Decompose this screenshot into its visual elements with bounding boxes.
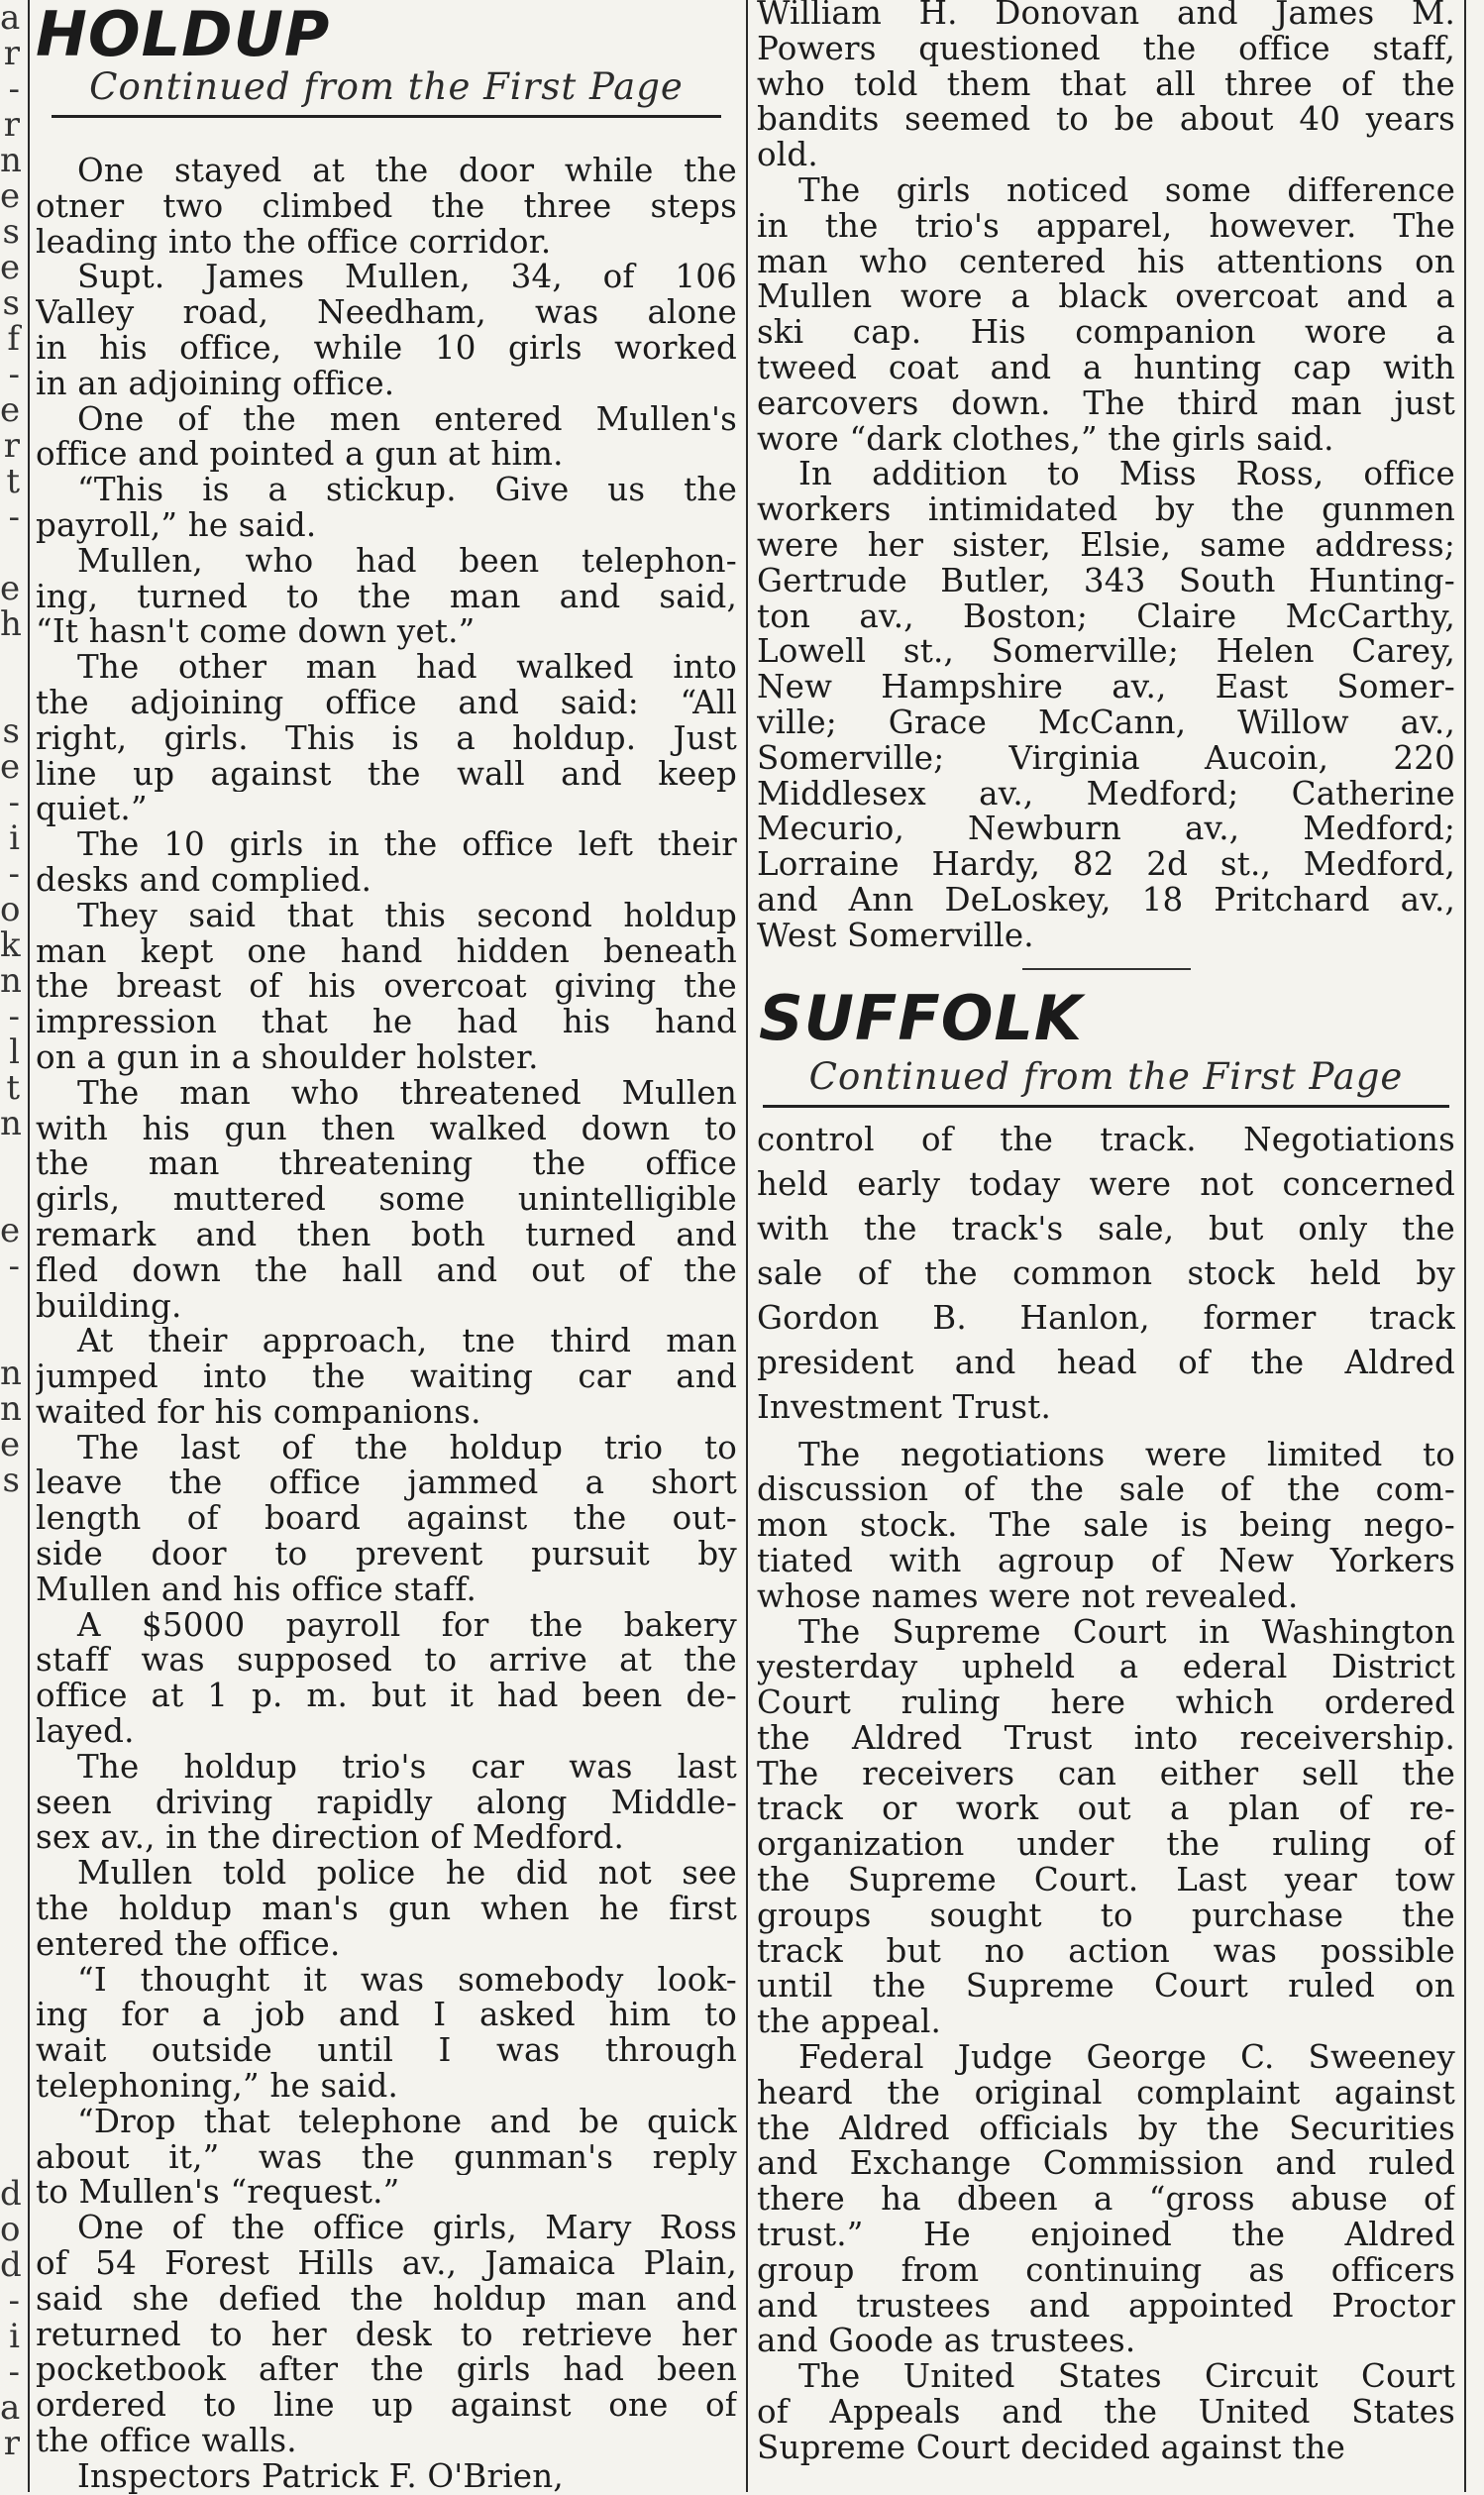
- text-line: Gordon B. Hanlon, former track: [757, 1298, 1455, 1337]
- text-line: The man who threatened Mullen: [77, 1075, 737, 1112]
- gutter-char: -: [8, 2281, 20, 2321]
- gutter-char: e: [0, 248, 21, 287]
- gutter-char: t: [6, 462, 20, 501]
- paragraph: [757, 2359, 1455, 2465]
- holdup-headline: HOLDUP: [36, 0, 331, 70]
- text-line: to Mullen's “request.”: [36, 2175, 400, 2212]
- gutter-char: e: [0, 390, 21, 430]
- gutter-char: [0, 2140, 22, 2176]
- paragraph: [36, 1750, 737, 1856]
- text-line: president and head of the Aldred: [757, 1343, 1455, 1381]
- gutter-char: h: [0, 604, 22, 644]
- right-column: [757, 0, 1455, 2466]
- gutter-char: [0, 1534, 22, 1570]
- text-line: ing for a job and I asked him to: [36, 1998, 737, 2034]
- text-line: The receivers can either sell the: [757, 1756, 1455, 1792]
- text-line: quiet.”: [36, 792, 148, 828]
- text-line: the breast of his overcoat giving the: [36, 969, 737, 1006]
- text-line: with his gun then walked down to: [36, 1111, 737, 1147]
- text-line: pocketbook after the girls had been: [36, 2352, 737, 2389]
- text-line: “Drop that telephone and be quick: [77, 2104, 737, 2140]
- paragraph: [36, 1608, 737, 1750]
- gutter-char: s: [2, 212, 20, 252]
- text-line: who told them that all three of the: [757, 66, 1455, 103]
- text-line: One stayed at the door while the: [77, 154, 737, 189]
- gutter-char: [0, 1141, 22, 1177]
- gutter-char: [0, 2105, 22, 2140]
- text-line: Mullen told police he did not see: [77, 1856, 737, 1893]
- gutter-char: f: [7, 319, 20, 359]
- gutter-char: r: [3, 105, 20, 145]
- gutter-char: [0, 1784, 22, 1819]
- paragraph: [757, 173, 1455, 457]
- paragraph: [36, 1431, 737, 1608]
- text-line: Lorraine Hardy, 82 2d st., Medford,: [757, 847, 1455, 883]
- suffolk-headline: SUFFOLK: [759, 981, 1083, 1054]
- text-line: Federal Judge George C. Sweeney: [798, 2040, 1455, 2076]
- text-line: organization under the ruling of: [757, 1827, 1455, 1864]
- gutter-char: d: [0, 2245, 22, 2285]
- paragraph: [36, 650, 737, 827]
- paragraph: [36, 154, 737, 260]
- text-line: man kept one hand hidden beneath: [36, 933, 737, 970]
- text-line: of Appeals and the United States: [757, 2395, 1455, 2431]
- gutter-char: [0, 1748, 22, 1784]
- text-line: workers intimidated by the gunmen: [757, 492, 1455, 528]
- text-line: and trustees and appointed Proctor: [757, 2288, 1455, 2325]
- text-line: earcovers down. The third man just: [757, 385, 1455, 422]
- text-line: The 10 girls in the office left their: [77, 827, 737, 863]
- paragraph: [36, 260, 737, 401]
- text-line: staff was supposed to arrive at the: [36, 1643, 737, 1680]
- gutter-char: l: [9, 1032, 20, 1072]
- text-line: with the track's sale, but only the: [757, 1209, 1455, 1248]
- gutter-char: o: [0, 890, 21, 929]
- column-rule-middle: [746, 0, 748, 2492]
- gutter-char: e: [0, 569, 21, 608]
- paragraph: [36, 402, 737, 474]
- text-line: Supreme Court decided against the: [757, 2430, 1346, 2466]
- paragraph: [36, 1324, 737, 1430]
- text-line: The United States Circuit Court: [798, 2359, 1455, 2396]
- gutter-char: s: [2, 1461, 20, 1500]
- text-line: the man threatening the office: [36, 1146, 737, 1183]
- text-line: the adjoining office and said: “All: [36, 685, 737, 721]
- text-line: ton av., Boston; Claire McCarthy,: [757, 598, 1455, 635]
- text-line: impression that he had his hand: [36, 1005, 737, 1040]
- gutter-char: [0, 1498, 22, 1534]
- text-line: track or work out a plan of re-: [757, 1791, 1455, 1828]
- text-line: waited for his companions.: [36, 1394, 481, 1431]
- text-line: right, girls. This is a holdup. Just: [36, 720, 737, 757]
- text-line: In addition to Miss Ross, office: [798, 457, 1455, 493]
- gutter-char: -: [8, 69, 20, 109]
- gutter-char: -: [8, 355, 20, 394]
- paragraph: [36, 899, 737, 1076]
- holdup-article-body: [36, 154, 737, 2495]
- text-line: leading into the office corridor.: [36, 224, 552, 261]
- gutter-char: n: [0, 961, 22, 1001]
- text-line: otner two climbed the three steps: [36, 188, 737, 225]
- text-line: bandits seemed to be about 40 years: [757, 102, 1455, 139]
- text-line: ing, turned to the man and said,: [36, 579, 737, 615]
- text-line: and Ann DeLoskey, 18 Pritchard av.,: [757, 882, 1455, 919]
- text-line: “This is a stickup. Give us the: [77, 473, 737, 508]
- text-line: Powers questioned the office staff,: [757, 31, 1455, 67]
- gutter-char: e: [0, 176, 21, 216]
- gutter-char: n: [0, 1389, 22, 1429]
- text-line: jumped into the waiting car and: [36, 1359, 737, 1395]
- gutter-char: [0, 1677, 22, 1712]
- text-line: line up against the wall and keep: [36, 756, 737, 793]
- text-line: Mullen, who had been telephon-: [77, 543, 737, 580]
- gutter-char: r: [3, 34, 20, 73]
- paragraph: [757, 1438, 1455, 1615]
- gutter-char: a: [0, 2388, 21, 2428]
- text-line: tweed coat and a hunting cap with: [757, 350, 1455, 386]
- text-line: sex av., in the direction of Medford.: [36, 1820, 625, 1857]
- paragraph: [757, 1615, 1455, 2041]
- text-line: leave the office jammed a short: [36, 1465, 737, 1502]
- gutter-char: k: [0, 925, 21, 965]
- gutter-char: s: [2, 283, 20, 323]
- text-line: tiated with agroup of New Yorkers: [757, 1543, 1455, 1579]
- gutter-char: [0, 1641, 22, 1677]
- text-line: The other man had walked into: [77, 650, 737, 686]
- gutter-char: -: [8, 1247, 20, 1286]
- text-line: man who centered his attentions on: [757, 244, 1455, 280]
- text-line: Mullen wore a black overcoat and a: [757, 279, 1455, 316]
- text-line: in his office, while 10 girls worked: [36, 330, 737, 367]
- text-line: the office walls.: [36, 2424, 297, 2459]
- text-line: Valley road, Needham, was alone: [36, 295, 737, 331]
- gutter-char: [0, 1320, 22, 1356]
- text-line: Supt. James Mullen, 34, of 106: [77, 260, 737, 296]
- text-line: ordered to line up against one of: [36, 2388, 737, 2424]
- gutter-char: [0, 1712, 22, 1748]
- text-line: Investment Trust.: [757, 1387, 1052, 1426]
- text-line: on a gun in a shoulder holster.: [36, 1039, 539, 1076]
- gutter-char: [0, 642, 22, 678]
- paragraph: [36, 1856, 737, 1962]
- text-line: payroll,” he said.: [36, 507, 317, 544]
- text-line: Somerville; Virginia Aucoin, 220: [757, 740, 1455, 777]
- gutter-char: e: [0, 747, 21, 787]
- text-line: the Supreme Court. Last year tow: [757, 1863, 1455, 1898]
- text-line: old.: [757, 138, 818, 173]
- gutter-char: -: [8, 2352, 20, 2392]
- text-line: wore “dark clothes,” the girls said.: [757, 421, 1334, 458]
- text-line: and Goode as trustees.: [757, 2324, 1136, 2360]
- text-line: Gertrude Butler, 343 South Hunting-: [757, 563, 1455, 599]
- text-line: A $5000 payroll for the bakery: [77, 1607, 737, 1644]
- gutter-char: [0, 1998, 22, 2033]
- text-line: group from continuing as officers: [757, 2252, 1455, 2289]
- gutter-char: [0, 535, 22, 571]
- text-line: ville; Grace McCann, Willow av.,: [757, 705, 1455, 741]
- text-line: side door to prevent pursuit by: [36, 1537, 737, 1573]
- gutter-char: a: [0, 0, 21, 38]
- text-line: The negotiations were limited to: [798, 1437, 1455, 1473]
- text-line: telephoning,” he said.: [36, 2069, 399, 2105]
- text-line: ski cap. His companion wore a: [757, 315, 1455, 351]
- text-line: until the Supreme Court ruled on: [757, 1969, 1455, 2006]
- suffolk-subhead: Continued from the First Page: [808, 1054, 1404, 1098]
- text-line: wait outside until I was through: [36, 2033, 737, 2070]
- gutter-char: [0, 1605, 22, 1641]
- column-rule-right: [1464, 0, 1466, 2492]
- gutter-char: o: [0, 2210, 21, 2249]
- holdup-article-continuation: [757, 0, 1455, 954]
- gutter-char: e: [0, 1211, 21, 1250]
- text-line: The last of the holdup trio to: [77, 1430, 737, 1466]
- text-line: held early today were not concerned: [757, 1164, 1455, 1203]
- text-line: At their approach, tne third man: [77, 1324, 737, 1360]
- paragraph: [36, 2211, 737, 2459]
- text-line: sale of the common stock held by: [757, 1253, 1455, 1292]
- left-gutter-fragments: [0, 0, 22, 2492]
- text-line: length of board against the out-: [36, 1501, 737, 1538]
- gutter-char: n: [0, 141, 22, 180]
- paragraph: [36, 1963, 737, 2105]
- gutter-char: e: [0, 1425, 21, 1464]
- text-line: remark and then both turned and: [36, 1217, 737, 1253]
- text-line: office at 1 p. m. but it had been de-: [36, 1679, 737, 1715]
- text-line: Inspectors Patrick F. O'Brien,: [77, 2458, 564, 2495]
- text-line: desks and complied.: [36, 862, 372, 899]
- gutter-char: [0, 1570, 22, 1605]
- gutter-char: [0, 678, 22, 713]
- holdup-column: [36, 0, 737, 2495]
- text-line: seen driving rapidly along Middle-: [36, 1785, 737, 1821]
- paragraph: [36, 473, 737, 544]
- text-line: The Supreme Court in Washington: [798, 1614, 1455, 1651]
- gutter-char: s: [2, 711, 20, 751]
- paragraph: [757, 0, 1455, 173]
- gutter-char: t: [6, 1068, 20, 1108]
- gutter-char: [0, 2033, 22, 2069]
- text-line: about it,” was the gunman's reply: [36, 2139, 737, 2176]
- text-line: returned to her desk to retrieve her: [36, 2317, 737, 2353]
- paragraph: [36, 827, 737, 899]
- text-line: the Aldred officials by the Securities: [757, 2111, 1455, 2147]
- text-line: West Somerville.: [757, 918, 1034, 954]
- gutter-char: r: [3, 2424, 20, 2463]
- text-line: of 54 Forest Hills av., Jamaica Plain,: [36, 2246, 737, 2282]
- gutter-char: [0, 1855, 22, 1891]
- text-line: The holdup trio's car was last: [77, 1749, 737, 1786]
- text-line: said she defied the holdup man and: [36, 2281, 737, 2318]
- gutter-char: [0, 1962, 22, 1998]
- text-line: the Aldred Trust into receivership.: [757, 1720, 1455, 1757]
- text-line: in an adjoining office.: [36, 366, 395, 402]
- paragraph: [757, 457, 1455, 953]
- text-line: and Exchange Commission and ruled: [757, 2146, 1455, 2183]
- section-divider: [1022, 968, 1191, 970]
- text-line: Lowell st., Somerville; Helen Carey,: [757, 634, 1455, 671]
- gutter-char: n: [0, 1104, 22, 1143]
- gutter-char: r: [3, 426, 20, 466]
- text-line: “It hasn't come down yet.”: [36, 614, 476, 651]
- text-line: whose names were not revealed.: [757, 1578, 1299, 1615]
- text-line: building.: [36, 1288, 182, 1325]
- paragraph: [757, 1118, 1455, 1430]
- text-line: the appeal.: [757, 2005, 942, 2041]
- gutter-char: i: [9, 818, 20, 858]
- text-line: fled down the hall and out of the: [36, 1252, 737, 1289]
- suffolk-article-body: [757, 1438, 1455, 2466]
- text-line: The girls noticed some difference: [798, 172, 1455, 209]
- text-line: control of the track. Negotiations: [757, 1120, 1455, 1158]
- paragraph: [36, 1076, 737, 1325]
- text-line: the holdup man's gun when he first: [36, 1892, 737, 1927]
- gutter-char: [0, 1177, 22, 1213]
- holdup-subhead: Continued from the First Page: [89, 65, 684, 108]
- gutter-char: n: [0, 1354, 22, 1393]
- text-line: William H. Donovan and James M.: [757, 0, 1455, 32]
- suffolk-lead-paragraph: [757, 1118, 1455, 1430]
- text-line: Middlesex av., Medford; Catherine: [757, 776, 1455, 813]
- text-line: discussion of the sale of the com-: [757, 1472, 1455, 1509]
- text-line: entered the office.: [36, 1926, 341, 1963]
- paragraph: [36, 2105, 737, 2211]
- gutter-char: d: [0, 2174, 22, 2214]
- text-line: One of the men entered Mullen's: [77, 401, 737, 438]
- text-line: “I thought it was somebody look-: [77, 1962, 737, 1999]
- paragraph: [36, 2459, 737, 2495]
- gutter-char: -: [8, 783, 20, 822]
- gutter-char: i: [9, 2317, 20, 2356]
- gutter-char: -: [8, 997, 20, 1036]
- text-line: in the trio's apparel, however. The: [757, 208, 1455, 245]
- text-line: there ha dbeen a “gross abuse of: [757, 2182, 1455, 2219]
- text-line: office and pointed a gun at him.: [36, 437, 564, 474]
- text-line: groups sought to purchase the: [757, 1898, 1455, 1934]
- paragraph: [36, 544, 737, 650]
- text-line: mon stock. The sale is being nego-: [757, 1508, 1455, 1544]
- text-line: They said that this second holdup: [77, 898, 737, 934]
- text-line: heard the original complaint against: [757, 2075, 1455, 2112]
- gutter-char: -: [8, 854, 20, 894]
- gutter-char: [0, 1926, 22, 1962]
- text-line: girls, muttered some unintelligible: [36, 1182, 737, 1218]
- text-line: track but no action was possible: [757, 1933, 1455, 1970]
- text-line: Court ruling here which ordered: [757, 1685, 1455, 1721]
- column-rule-left: [28, 0, 30, 2492]
- text-line: Mecurio, Newburn av., Medford;: [757, 812, 1455, 848]
- text-line: layed.: [36, 1714, 135, 1750]
- gutter-char: [0, 1819, 22, 1855]
- text-line: Mullen and his office staff.: [36, 1572, 477, 1608]
- gutter-char: [0, 1284, 22, 1320]
- gutter-char: [0, 2069, 22, 2105]
- gutter-char: [0, 1891, 22, 1926]
- text-line: New Hampshire av., East Somer-: [757, 670, 1455, 705]
- text-line: yesterday upheld a ederal District: [757, 1650, 1455, 1686]
- paragraph: [757, 2040, 1455, 2359]
- gutter-char: [0, 2461, 22, 2492]
- text-line: trust.” He enjoined the Aldred: [757, 2218, 1455, 2253]
- text-line: One of the office girls, Mary Ross: [77, 2211, 737, 2247]
- gutter-char: -: [8, 497, 20, 537]
- text-line: were her sister, Elsie, same address;: [757, 527, 1455, 564]
